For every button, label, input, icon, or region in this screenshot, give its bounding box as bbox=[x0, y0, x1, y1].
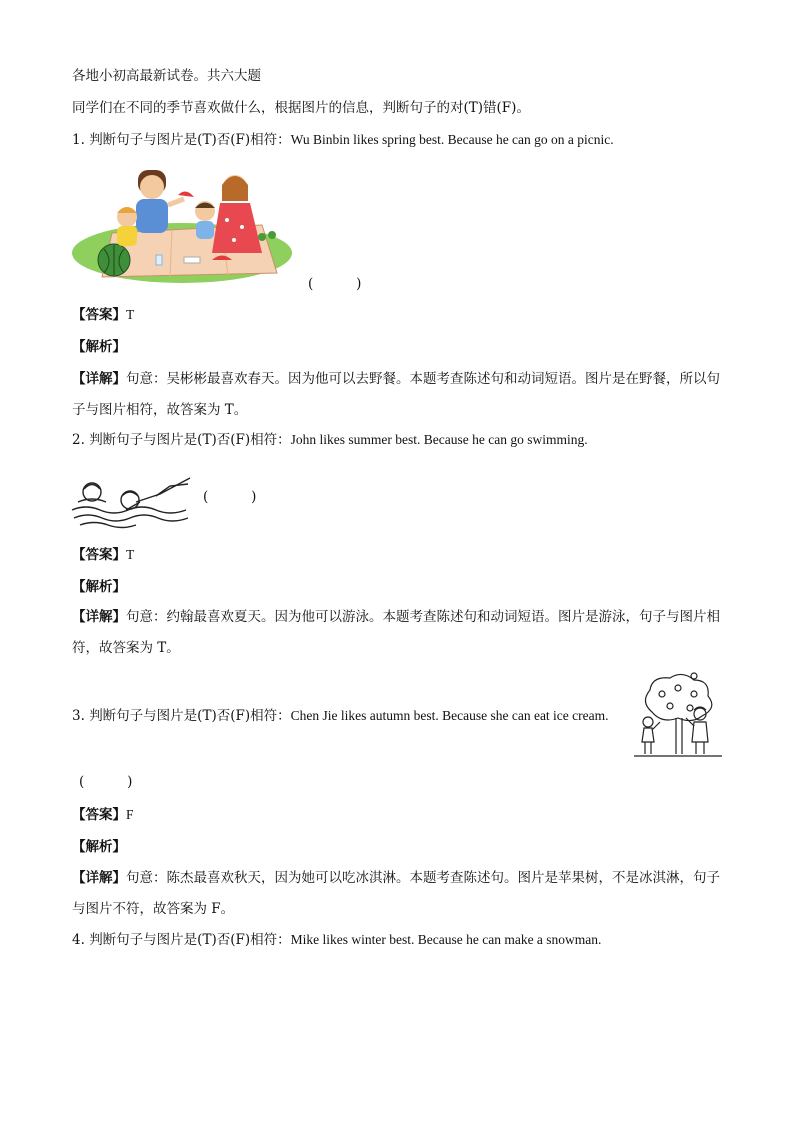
question-number: 2. bbox=[72, 432, 85, 448]
question-2 bbox=[72, 430, 588, 450]
answer-value: F bbox=[126, 807, 134, 822]
detail-text: 句意：陈杰最喜欢秋天，因为她可以吃冰淇淋。本题考查陈述句。图片是苹果树，不是冰淇淋，句子与图片不符，故答案为 F。 bbox=[72, 870, 720, 917]
detail-3 bbox=[72, 863, 722, 925]
answer-blank-2: ( ) bbox=[203, 489, 257, 505]
analysis-label-3: 【解析】 bbox=[72, 839, 126, 855]
answer-label: 【答案】 bbox=[72, 807, 126, 823]
question-sentence: Wu Binbin likes spring best. Because he can go on a picnic. bbox=[290, 132, 614, 147]
children-swimming-illustration bbox=[70, 472, 194, 528]
question-1 bbox=[72, 130, 614, 150]
question-prompt: 判断句子与图片是(T)否(F)相符： bbox=[89, 932, 291, 948]
question-number: 1. bbox=[72, 132, 85, 148]
analysis-label-2: 【解析】 bbox=[72, 579, 126, 595]
answer-row-3 bbox=[72, 805, 134, 825]
detail-label: 【详解】 bbox=[72, 870, 126, 886]
question-prompt: 判断句子与图片是(T)否(F)相符： bbox=[89, 132, 291, 148]
question-sentence: John likes summer best. Because he can go swimming. bbox=[290, 432, 588, 447]
analysis-label-1: 【解析】 bbox=[72, 339, 126, 355]
question-prompt: 判断句子与图片是(T)否(F)相符： bbox=[89, 432, 291, 448]
answer-blank-1: ( ) bbox=[308, 276, 362, 292]
detail-1 bbox=[72, 364, 722, 426]
answer-value: T bbox=[126, 307, 135, 322]
picnic-family-illustration bbox=[72, 165, 294, 287]
question-4 bbox=[72, 930, 601, 950]
answer-value: T bbox=[126, 547, 135, 562]
question-number: 3. bbox=[72, 708, 85, 724]
answer-blank-3: ( ) bbox=[79, 774, 133, 790]
question-prompt: 判断句子与图片是(T)否(F)相符： bbox=[89, 708, 291, 724]
apple-tree-picking-illustration bbox=[632, 672, 724, 758]
detail-label: 【详解】 bbox=[72, 371, 126, 387]
answer-label: 【答案】 bbox=[72, 547, 126, 563]
detail-2 bbox=[72, 602, 722, 664]
detail-text: 句意：约翰最喜欢夏天。因为他可以游泳。本题考查陈述句和动词短语。图片是游泳，句子与图片相符，故答案为 T。 bbox=[72, 609, 720, 656]
answer-row-2 bbox=[72, 545, 134, 565]
detail-text: 句意：吴彬彬最喜欢春天。因为他可以去野餐。本题考查陈述句和动词短语。图片是在野餐，所以句子与图片相符，故答案为 T。 bbox=[72, 371, 720, 418]
question-sentence: Chen Jie likes autumn best. Because she can eat ice cream. bbox=[290, 708, 609, 723]
question-sentence: Mike likes winter best. Because he can make a snowman. bbox=[290, 932, 602, 947]
question-number: 4. bbox=[72, 932, 85, 948]
answer-row-1 bbox=[72, 305, 134, 325]
question-3 bbox=[72, 706, 609, 726]
detail-label: 【详解】 bbox=[72, 609, 126, 625]
instruction: 同学们在不同的季节喜欢做什么，根据图片的信息，判断句子的对(T)错(F)。 bbox=[72, 100, 530, 116]
answer-label: 【答案】 bbox=[72, 307, 126, 323]
source-note: 各地小初高最新试卷。共六大题 bbox=[72, 68, 261, 84]
